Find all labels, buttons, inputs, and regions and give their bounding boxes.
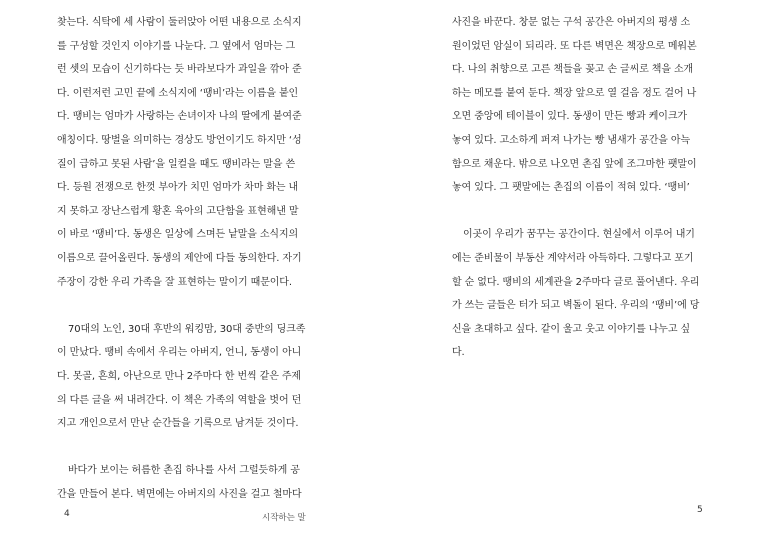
paragraph-gap <box>57 436 322 460</box>
text-line: 이 만났다. 땡비 속에서 우리는 아버지, 언니, 동생이 아니 <box>57 347 302 359</box>
paragraph-gap <box>452 200 720 224</box>
text-line: 주장이 강한 우리 가족을 잘 표현하는 말이기 때문이다. <box>57 276 292 288</box>
text-line: 다. <box>452 347 465 359</box>
text-line: 70대의 노인, 30대 후반의 워킹맘, 30대 중반의 딩크족 <box>68 323 306 335</box>
text-line: 지 못하고 장난스럽게 황혼 육아의 고단함을 표현해낸 말 <box>57 205 299 217</box>
text-line: 다. 못골, 흔희, 아난으로 만나 2주마다 한 번씩 같은 주제 <box>57 370 301 382</box>
text-line: 원이었던 암실이 되리라. 또 다른 벽면은 책장으로 메워본 <box>452 40 697 52</box>
text-line: 다. 나의 취향으로 고른 책들을 꽂고 손 글씨로 책을 소개 <box>452 64 694 76</box>
text-line: 찾는다. 식탁에 세 사람이 둘러앉아 어떤 내용으로 소식지 <box>57 17 302 28</box>
text-line: 간을 만들어 본다. 벽면에는 아버지의 사진을 걸고 철마다 <box>57 488 302 500</box>
text-line: 신을 초대하고 싶다. 같이 울고 웃고 이야기를 나누고 싶 <box>452 323 691 335</box>
text-line: 런 셋의 모습이 신기하다는 듯 바라보다가 과일을 깎아 준 <box>57 64 302 76</box>
text-line: 에는 준비물이 부동산 계약서라 아득하다. 그렇다고 포기 <box>452 252 694 264</box>
text-line: 이 바로 ‘땡비’다. 동생은 일상에 스며든 낱말을 소식지의 <box>57 229 299 241</box>
page-number-left: 4 <box>64 509 70 519</box>
text-line: 할 순 없다. 땡비의 세계관을 2주마다 글로 풀어낸다. 우리 <box>452 276 700 288</box>
text-line: 함으로 채운다. 밖으로 나오면 촌집 앞에 조그마한 팻말이 <box>452 158 697 170</box>
text-line: 지고 개인으로서 만난 순간들을 기록으로 남겨둔 것이다. <box>57 418 299 430</box>
text-line: 를 구성할 것인지 이야기를 나눈다. 그 옆에서 엄마는 그 <box>57 40 296 52</box>
paragraph-gap <box>57 294 322 318</box>
page-number-right: 5 <box>697 505 703 515</box>
text-line: 오면 중앙에 테이블이 있다. 동생이 만든 빵과 케이크가 <box>452 111 687 123</box>
text-line: 다. 땡비는 엄마가 사랑하는 손녀이자 나의 딸에게 붙여준 <box>57 111 302 123</box>
text-line: 의 다른 글을 써 내려간다. 이 책은 가족의 역할을 벗어 던 <box>57 394 302 406</box>
text-line: 다. 등원 전쟁으로 한껏 부아가 치민 엄마가 차마 화는 내 <box>57 182 299 194</box>
running-title: 시작하는 말 <box>262 513 306 523</box>
text-line: 이름으로 끌어올린다. 동생의 제안에 다들 동의한다. 자기 <box>57 252 302 264</box>
text-line: 이곳이 우리가 꿈꾸는 공간이다. 현실에서 이루어 내기 <box>463 229 695 241</box>
text-line: 놓여 있다. 그 팻말에는 촌집의 이름이 적혀 있다. ‘땡비’ <box>452 182 690 194</box>
left-page-text <box>57 11 322 506</box>
text-line: 애칭이다. 땅벌을 의미하는 경상도 방언이기도 하지만 ‘성 <box>57 134 302 146</box>
text-line: 사진을 바꾼다. 창문 없는 구석 공간은 아버지의 평생 소 <box>452 17 691 28</box>
text-line: 바다가 보이는 허름한 촌집 하나를 사서 그럴듯하게 공 <box>68 465 300 477</box>
text-line: 하는 메모를 붙여 둔다. 책장 앞으로 열 걸음 정도 걸어 나 <box>452 87 697 99</box>
right-page-text <box>452 11 720 365</box>
text-line: 놓여 있다. 고소하게 퍼져 나가는 빵 냄새가 공간을 아늑 <box>452 134 691 146</box>
text-line: 가 쓰는 글들은 터가 되고 벽돌이 된다. 우리의 ‘땡비’에 당 <box>452 300 700 312</box>
text-line: 질이 급하고 못된 사람’을 일컬을 때도 땡비라는 말을 쓴 <box>57 158 296 170</box>
text-line: 다. 이런저런 고민 끝에 소식지에 ‘땡비’라는 이름을 붙인 <box>57 87 299 99</box>
